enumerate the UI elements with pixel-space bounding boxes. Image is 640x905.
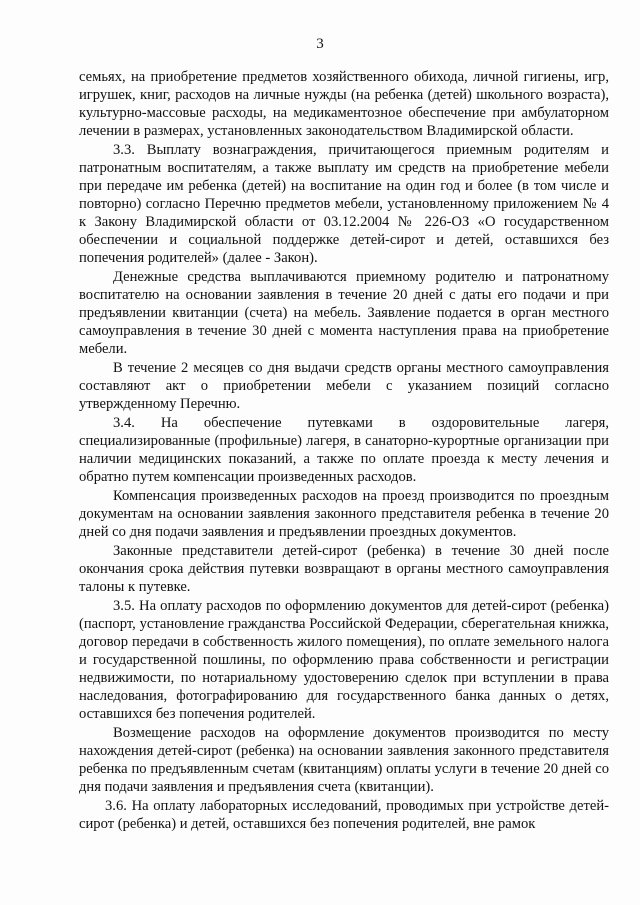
paragraph-continuation: семьях, на приобретение предметов хозяйственного обихода, личной гигиены, игр, игрушек, книг, расходов на личные нужды (на ребенка (детей) школьного возраста), культурно-массовые расходы, на медикаментозное обеспечение при амбулаторном лечении в размерах, установленных законодательством Владимирской области. [79, 69, 609, 139]
paragraph-3-3: 3.3. Выплату вознаграждения, причитающегося приемным родителям и патронатным воспитателям, а также выплату им средств на приобретение мебели при передаче им ребенка (детей) на воспитание на один год и более (в том числе и повторно) согласно Перечню предметов мебели, установленному приложением № 4 к Закону Владимирской области от 03.12.2004 № 226-ОЗ «О государственном обеспечении и социальной поддержке детей-сирот и детей, оставшихся без попечения родителей» (далее - Закон). [79, 142, 609, 266]
paragraph-3-4: 3.4. На обеспечение путевками в оздоровительные лагеря, специализированные (профильные) лагеря, в санаторно-курортные организации при наличии медицинских показаний, а также по оплате проезда к месту лечения и обратно путем компенсации произведенных расходов. [79, 415, 609, 485]
paragraph-act: В течение 2 месяцев со дня выдачи средств органы местного самоуправления составляют акт о приобретении мебели с указанием позиций согласно утвержденному Перечню. [79, 360, 609, 412]
page-number: 3 [316, 36, 324, 52]
paragraph-3-6: 3.6. На оплату лабораторных исследований, проводимых при устройстве детей-сирот (ребенка) и детей, оставшихся без попечения родителей, вне рамок [79, 798, 609, 832]
paragraph-3-5: 3.5. На оплату расходов по оформлению документов для детей-сирот (ребенка) (паспорт, установление гражданства Российской Федерации, сберегательная книжка, договор передачи в собственность жилого помещения), по оплате земельного налога и государственной пошлины, по оформлению права собственности и регистрации недвижимости, по нотариальному удостоверению сделок при вступлении в права наследования, фотографированию для государственного банка данных о детях, оставшихся без попечения родителей. [79, 598, 609, 722]
paragraph-payment: Денежные средства выплачиваются приемному родителю и патронатному воспитателю на основании заявления в течение 20 дней с даты его подачи и при предъявлении квитанции (счета) на мебель. Заявление подается в орган местного самоуправления в течение 30 дней с момента наступления права на приобретение мебели. [79, 269, 609, 357]
paragraph-reimbursement: Возмещение расходов на оформление документов производится по месту нахождения детей-сирот (ребенка) на основании заявления законного представителя ребенка по предъявленным счетам (квитанциям) оплаты услуги в течение 20 дней со дня подачи заявления и предъявления счета (квитанции). [79, 725, 609, 795]
paragraph-compensation: Компенсация произведенных расходов на проезд производится по проездным документам на основании заявления законного представителя ребенка в течение 20 дней со дня подачи заявления и предъявлении проездных документов. [79, 488, 609, 540]
paragraph-coupons: Законные представители детей-сирот (ребенка) в течение 30 дней после окончания срока действия путевки возвращают в органы местного самоуправления талоны к путевке. [79, 543, 609, 595]
document-body [79, 68, 609, 834]
